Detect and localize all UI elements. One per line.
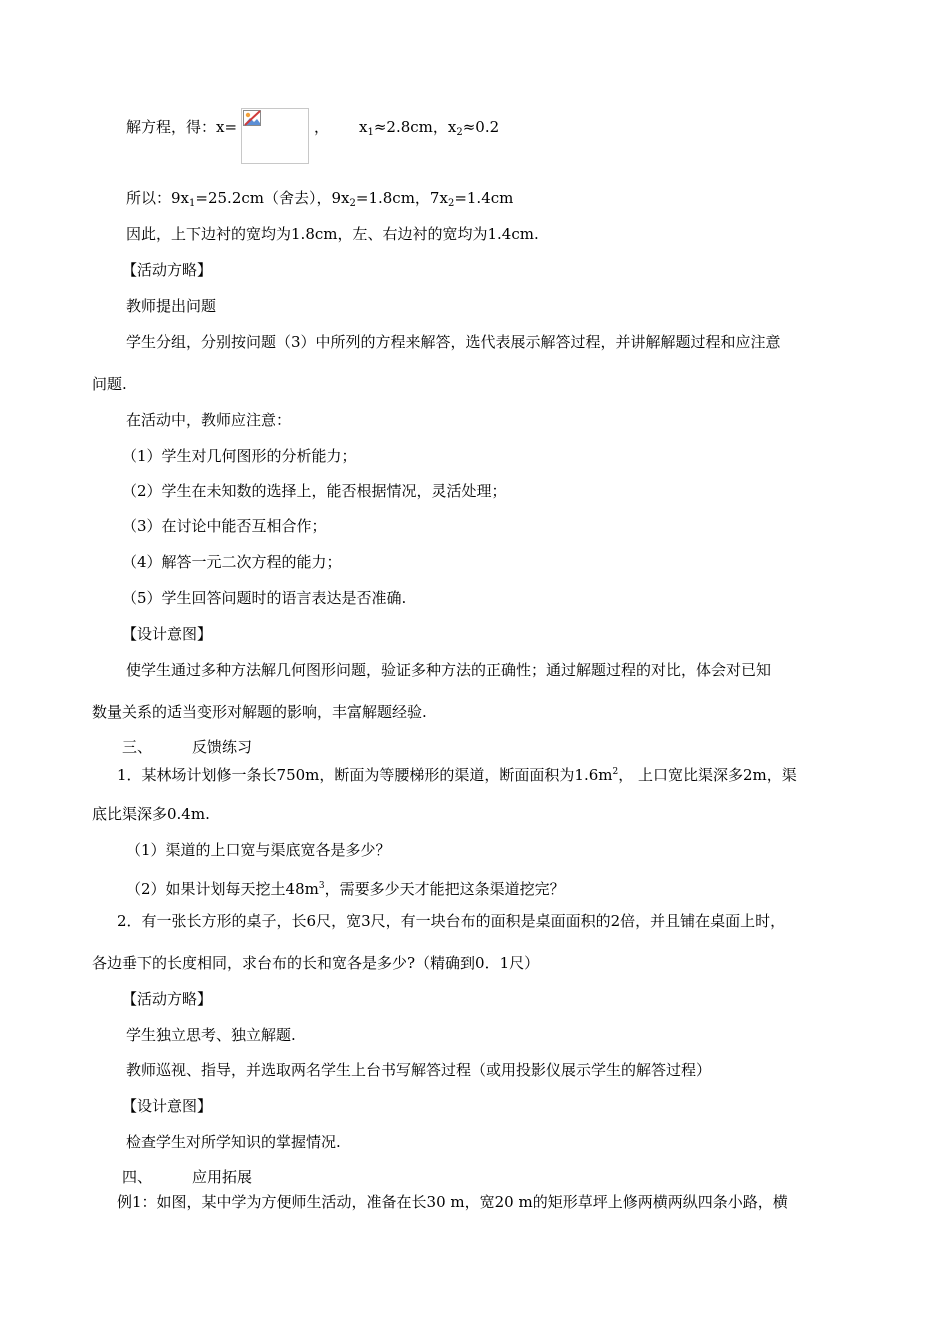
question-1: 1．某林场计划修一条长750m，断面为等腰梯形的渠道，断面面积为$1.6m^2$， 上口宽比渠深多2m，渠	[117, 766, 797, 784]
paragraph: 数量关系的适当变形对解题的影响，丰富解题经验.	[92, 703, 427, 721]
so-line: 所以：$9x_1=25.2cm$（舍去），$9x_2=1.8cm$，$7x_2=1.4cm$	[126, 189, 514, 209]
section-number: 三、	[122, 738, 153, 756]
activity-heading: 【活动方略】	[122, 990, 213, 1008]
comma: ，	[314, 118, 330, 136]
paragraph: 学生独立思考、独立解题.	[126, 1026, 296, 1044]
question-1-cont: 底比渠深多0.4m.	[92, 805, 210, 823]
paragraph: 教师巡视、指导，并选取两名学生上台书写解答过程（或用投影仪展示学生的解答过程）	[126, 1061, 712, 1079]
conclusion-line: 因此，上下边衬的宽均为1.8cm，左、右边衬的宽均为1.4cm.	[126, 225, 539, 243]
list-item: （5）学生回答问题时的语言表达是否准确.	[122, 589, 407, 607]
broken-image-icon	[243, 110, 263, 128]
list-item: （2）学生在未知数的选择上，能否根据情况，灵活处理；	[122, 482, 507, 500]
equation-solution-line	[126, 117, 237, 137]
paragraph: 在活动中，教师应注意：	[126, 411, 292, 429]
activity-heading: 【活动方略】	[122, 261, 213, 279]
paragraph: 教师提出问题	[126, 297, 217, 315]
solution-prefix: 解方程，得：x=	[126, 118, 238, 136]
list-item: （3）在讨论中能否互相合作；	[122, 517, 327, 535]
formula-image-placeholder	[241, 108, 309, 164]
sub-question: （2）如果计划每天挖土$48m^3$，需要多少天才能把这条渠道挖完？	[126, 880, 565, 898]
approx-roots: $x_1\approx 2.8cm$，$x_2\approx 0.2$	[359, 118, 500, 138]
design-heading: 【设计意图】	[122, 625, 213, 643]
paragraph: 检查学生对所学知识的掌握情况.	[126, 1133, 341, 1151]
question-2-cont: 各边垂下的长度相同，求台布的长和宽各是多少?（精确到0．1尺）	[92, 954, 540, 972]
paragraph: 使学生通过多种方法解几何图形问题，验证多种方法的正确性；通过解题过程的对比，体会对已知	[126, 661, 772, 679]
section-number: 四、	[122, 1168, 153, 1186]
list-item: （4）解答一元二次方程的能力；	[122, 553, 342, 571]
paragraph: 学生分组，分别按问题（3）中所列的方程来解答，选代表展示解答过程，并讲解解题过程和应注意	[126, 333, 781, 351]
section-title: 反馈练习	[192, 738, 253, 756]
section-title: 应用拓展	[192, 1168, 253, 1186]
paragraph: 问题.	[92, 375, 127, 393]
sub-question: （1）渠道的上口宽与渠底宽各是多少？	[126, 841, 391, 859]
list-item: （1）学生对几何图形的分析能力；	[122, 447, 357, 465]
design-heading: 【设计意图】	[122, 1097, 213, 1115]
question-2: 2．有一张长方形的桌子，长6尺，宽3尺，有一块台布的面积是桌面面积的2倍，并且铺在桌面上时，	[117, 912, 786, 930]
example-1: 例1：如图，某中学为方便师生活动，准备在长30 m，宽20 m的矩形草坪上修两横两纵四条小路，横	[117, 1193, 788, 1211]
